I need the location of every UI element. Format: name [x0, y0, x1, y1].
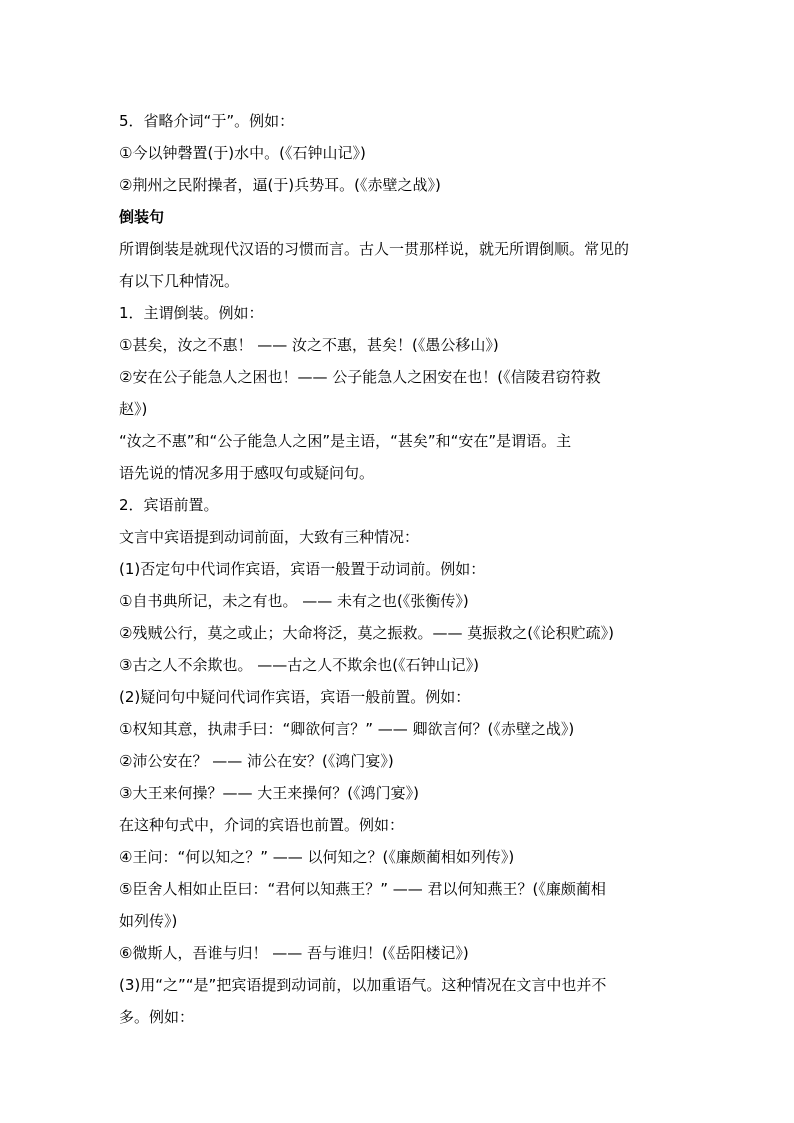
- document-body: [119, 105, 685, 1033]
- section-heading: 倒装句: [119, 208, 165, 226]
- text-line: 在这种句式中，介词的宾语也前置。例如：: [119, 816, 405, 834]
- text-line: 文言中宾语提到动词前面，大致有三种情况：: [119, 528, 420, 546]
- text-line: ①今以钟磬置(于)水中。(《石钟山记》): [119, 144, 366, 162]
- text-line: (3)用“之”“是”把宾语提到动词前，以加重语气。这种情况在文言中也并不: [119, 976, 607, 994]
- text-line: ②沛公安在？ —— 沛公在安？(《鸿门宴》): [119, 752, 394, 770]
- text-line: ①甚矣，汝之不惠！ —— 汝之不惠，甚矣！(《愚公移山》): [119, 336, 499, 354]
- text-line: ③古之人不余欺也。 ——古之人不欺余也(《石钟山记》): [119, 656, 479, 674]
- text-line: “汝之不惠”和“公子能急人之困”是主语，“甚矣”和“安在”是谓语。主: [119, 432, 572, 450]
- text-line: (1)否定句中代词作宾语，宾语一般置于动词前。例如：: [119, 560, 486, 578]
- text-line: ⑥微斯人，吾谁与归！ —— 吾与谁归！(《岳阳楼记》): [119, 944, 469, 962]
- text-line: ②残贼公行，莫之或止；大命将泛，莫之振救。—— 莫振救之(《论积贮疏》): [119, 624, 614, 642]
- text-line: 有以下几种情况。: [119, 272, 240, 290]
- text-line: 多。例如：: [119, 1008, 195, 1026]
- text-line: ④王问：“何以知之？” —— 以何知之？(《廉颇蔺相如列传》): [119, 848, 515, 866]
- text-line: 语先说的情况多用于感叹句或疑问句。: [119, 464, 375, 482]
- text-line: ①自书典所记，未之有也。 —— 未有之也(《张衡传》): [119, 592, 469, 610]
- text-line: 如列传》): [119, 912, 178, 930]
- text-line: ②荆州之民附操者，逼(于)兵势耳。(《赤壁之战》): [119, 176, 441, 194]
- text-line: 赵》): [119, 400, 148, 418]
- text-line: 5．省略介词“于”。例如：: [119, 112, 295, 130]
- text-line: ②安在公子能急人之困也！—— 公子能急人之困安在也！(《信陵君窃符救: [119, 368, 601, 386]
- text-line: (2)疑问句中疑问代词作宾语，宾语一般前置。例如：: [119, 688, 471, 706]
- text-line: ③大王来何操？—— 大王来操何？(《鸿门宴》): [119, 784, 419, 802]
- text-line: ⑤臣舍人相如止臣曰：“君何以知燕王？” —— 君以何知燕王？(《廉颇蔺相: [119, 880, 606, 898]
- text-line: 2．宾语前置。: [119, 496, 219, 514]
- text-line: ①权知其意，执肃手曰：“卿欲何言？” —— 卿欲言何？(《赤壁之战》): [119, 720, 575, 738]
- text-line: 所谓倒装是就现代汉语的习惯而言。古人一贯那样说，就无所谓倒顺。常见的: [119, 240, 630, 258]
- text-line: 1．主谓倒装。例如：: [119, 304, 264, 322]
